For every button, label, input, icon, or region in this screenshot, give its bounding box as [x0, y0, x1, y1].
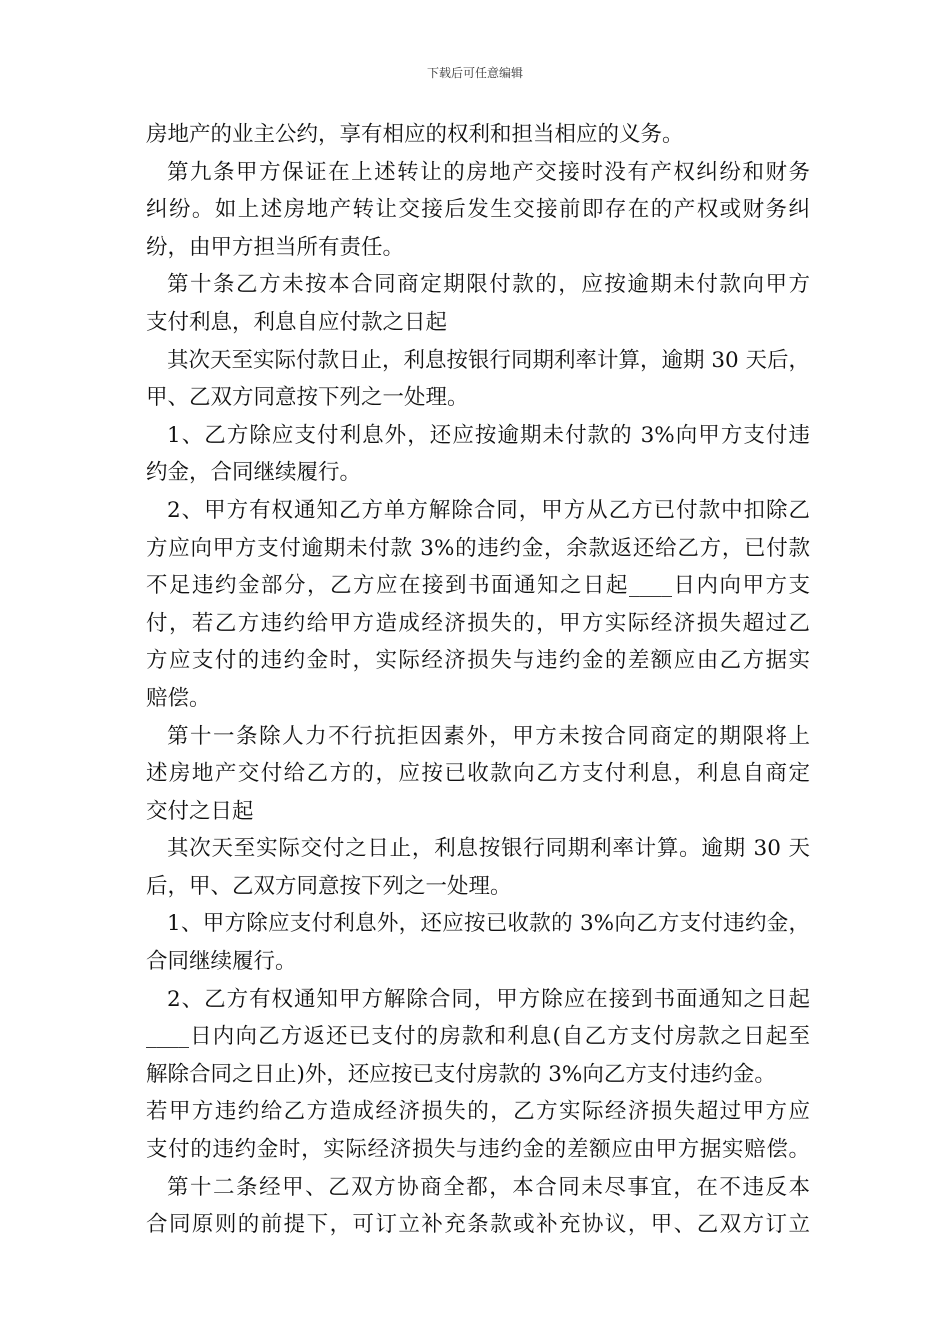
text-line: 其次天至实际交付之日止，利息按银行同期利率计算。逾期 30 天 [167, 836, 810, 862]
text-line: 方应支付的违约金时，实际经济损失与违约金的差额应由乙方据实 [146, 648, 810, 674]
text-line: 赔偿。 [146, 685, 211, 711]
text-line: 支付利息，利息自应付款之日起 [146, 309, 448, 335]
text-line: 其次天至实际付款日止，利息按银行同期利率计算，逾期 30 天后， [167, 347, 811, 373]
text-line: 第十条乙方未按本合同商定期限付款的，应按逾期未付款向甲方 [167, 272, 810, 298]
text-line: 纠纷。如上述房地产转让交接后发生交接前即存在的产权或财务纠 [146, 197, 810, 223]
text-line: 第十二条经甲、乙双方协商全都，本合同未尽事宜，在不违反本 [167, 1174, 810, 1200]
text-line: 合同原则的前提下，可订立补充条款或补充协议，甲、乙双方订立 [146, 1212, 810, 1238]
text-line: 纷，由甲方担当所有责任。 [146, 234, 405, 260]
text-line: 付，若乙方违约给甲方造成经济损失的，甲方实际经济损失超过乙 [146, 610, 810, 636]
text-line: 约金，合同继续履行。 [146, 460, 362, 486]
page-header: 下载后可任意编辑 [426, 66, 523, 80]
text-line: 解除合同之日止)外，还应按已支付房款的 3%向乙方支付违约金。 [146, 1061, 776, 1087]
text-line: 1、甲方除应支付利息外，还应按已收款的 3%向乙方支付违约金， [167, 911, 810, 937]
text-line: 甲、乙双方同意按下列之一处理。 [146, 385, 469, 411]
text-line: 2、乙方有权通知甲方解除合同，甲方除应在接到书面通知之日起 [167, 986, 810, 1012]
document-body [146, 116, 810, 1244]
text-line: 2、甲方有权通知乙方单方解除合同，甲方从乙方已付款中扣除乙 [167, 497, 810, 523]
text-line: 后，甲、乙双方同意按下列之一处理。 [146, 873, 512, 899]
text-line: 第九条甲方保证在上述转让的房地产交接时没有产权纠纷和财务 [167, 159, 810, 185]
text-line: 若甲方违约给乙方造成经济损失的，乙方实际经济损失超过甲方应 [146, 1099, 810, 1125]
text-line: 支付的违约金时，实际经济损失与违约金的差额应由甲方据实赔偿。 [146, 1137, 810, 1163]
text-line: 述房地产交付给乙方的，应按已收款向乙方支付利息，利息自商定 [146, 761, 810, 787]
text-line: 第十一条除人力不行抗拒因素外，甲方未按合同商定的期限将上 [167, 723, 810, 749]
text-line: 1、乙方除应支付利息外，还应按逾期未付款的 3%向甲方支付违 [167, 422, 810, 448]
text-line: 合同继续履行。 [146, 949, 297, 975]
text-line: 不足违约金部分，乙方应在接到书面通知之日起____日内向甲方支 [146, 573, 810, 599]
text-line: 交付之日起 [146, 798, 254, 824]
text-line: ____日内向乙方返还已支付的房款和利息(自乙方支付房款之日起至 [146, 1024, 810, 1050]
text-line: 房地产的业主公约，享有相应的权利和担当相应的义务。 [146, 122, 684, 147]
text-line: 方应向甲方支付逾期未付款 3%的违约金，余款返还给乙方，已付款 [146, 535, 810, 561]
